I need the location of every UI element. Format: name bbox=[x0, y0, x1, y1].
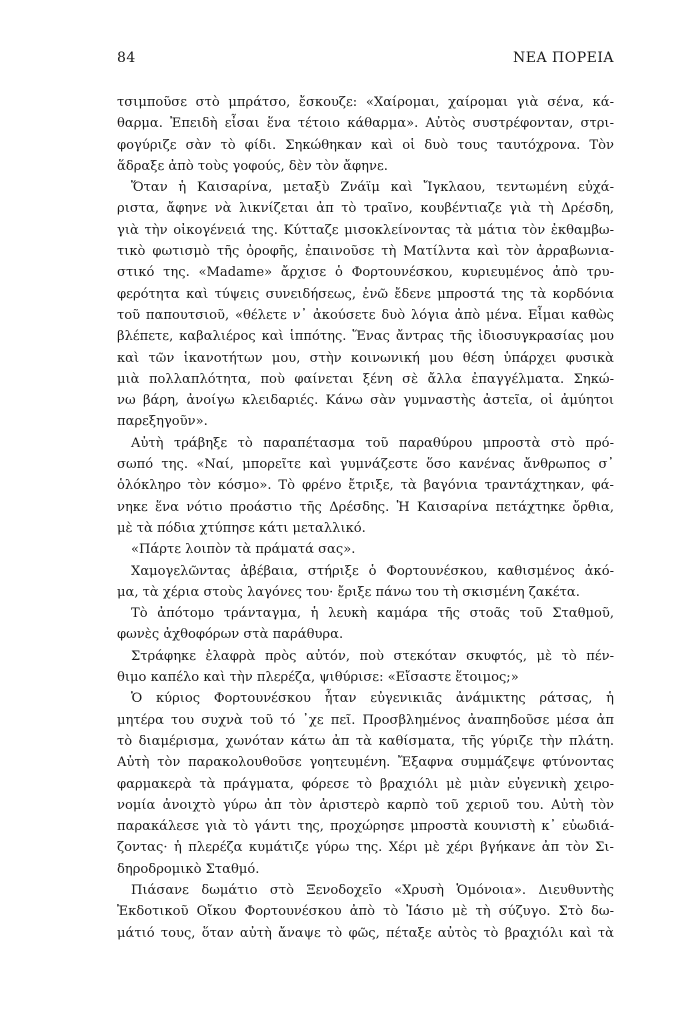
text-line: φαρμακερὰ τὰ πράγματα, φόρεσε τὸ βραχιόλι μὲ μιὰν εὐγενικὴ χειρο- bbox=[117, 776, 614, 792]
text-line: μὲ τὰ πόδια χτύπησε κάτι μεταλλικό. bbox=[117, 520, 366, 536]
text-line: ζοντας· ἡ πλερέζα κυμάτιζε γύρω της. Χέρι μὲ χέρι βγήκανε ἀπ τὸν Σι- bbox=[117, 840, 614, 856]
text-line: σωπό της. «Ναί, μπορεῖτε καὶ γυμνάζεστε ὅσο κανένας ἄνθρωπος σ᾽ bbox=[117, 457, 614, 473]
text-line: θιμο καπέλο καὶ τὴν πλερέζα, ψιθύρισε: «Εἴσαστε ἕτοιμος;» bbox=[117, 670, 519, 686]
body-text bbox=[117, 92, 614, 944]
text-line: μητέρα του συχνὰ τοῦ τό ᾽χε πεῖ. Προσβλημένος ἀναπηδοῦσε μέσα ἀπ bbox=[117, 712, 614, 728]
text-line: γιὰ τὴν οἰκογένειά της. Κύτταζε μισοκλείνοντας τὰ μάτια τὸν ἐκθαμβω- bbox=[117, 222, 614, 238]
text-line: Χαμογελῶντας ἀβέβαια, στήριξε ὁ Φορτουνέσκου, καθισμένος ἀκό- bbox=[131, 563, 614, 579]
text-line: νω βάρη, ἀνοίγω κλειδαριές. Κάνω σὰν γυμναστὴς ἀστεῖα, οἱ ἀμύητοι bbox=[117, 393, 614, 409]
text-line: Πιάσανε δωμάτιο στὸ Ξενοδοχεῖο «Χρυσὴ Ὁμόνοια». Διευθυντὴς bbox=[131, 882, 614, 898]
text-line: καὶ τῶν ἱκανοτήτων μου, στὴν κοινωνική μου θέση ὑπάρχει φυσικὰ bbox=[117, 350, 614, 366]
text-line: ριστα, ἄφηνε νὰ λικνίζεται ἀπ τὸ τραῖνο, κουβέντιαζε γιὰ τὴ Δρέσδη, bbox=[117, 201, 614, 217]
text-line: τοῦ παπουτσιοῦ, «θέλετε ν᾽ ἀκούσετε δυὸ λόγια ἀπὸ μένα. Εἶμαι καθὼς bbox=[117, 307, 614, 323]
text-line: «Πάρτε λοιπὸν τὰ πράματά σας». bbox=[131, 542, 356, 558]
page-header bbox=[117, 50, 614, 70]
text-line: παρεξηγοῦν». bbox=[117, 414, 208, 430]
text-line: τικὸ φωτισμὸ τῆς ὀροφῆς, ἐπαινοῦσε τὴ Ματίλντα καὶ τὸν ἀρραβωνια- bbox=[117, 244, 614, 260]
text-line: φωνὲς ἀχθοφόρων στὰ παράθυρα. bbox=[117, 627, 344, 643]
text-line: νομία ἀνοιχτὸ γύρω ἀπ τὸν ἀριστερὸ καρπὸ τοῦ χεριοῦ του. Αὐτὴ τὸν bbox=[117, 797, 614, 813]
text-line: νηκε ἕνα νότιο προάστιο τῆς Δρέσδης. Ἡ Καισαρίνα πετάχτηκε ὄρθια, bbox=[117, 499, 614, 515]
text-line: τσιμποῦσε στὸ μπράτσο, ἔσκουζε: «Χαίρομαι, χαίρομαι γιὰ σένα, κά- bbox=[117, 95, 614, 110]
text-line: Ἐκδοτικοῦ Οἴκου Φορτουνέσκου ἀπὸ τὸ Ἰάσιο μὲ τὴ σύζυγο. Στὸ δω- bbox=[117, 904, 614, 920]
text-line: δηροδρομικὸ Σταθμό. bbox=[117, 861, 260, 877]
text-line: στικό της. «Madame» ἄρχισε ὁ Φορτουνέσκου, κυριευμένος ἀπὸ τρυ- bbox=[117, 265, 614, 281]
running-head: ΝΕΑ ΠΟΡΕΙΑ bbox=[513, 50, 614, 66]
page-number: 84 bbox=[117, 50, 136, 66]
text-line: ἅδραξε ἀπὸ τοὺς γοφούς, δὲν τὸν ἄφηνε. bbox=[117, 158, 388, 174]
text-line: παρακάλεσε γιὰ τὸ γάντι της, προχώρησε μπροστὰ κουνιστὴ κ᾽ εὐωδιά- bbox=[117, 819, 614, 835]
text-line: ὁλόκληρο τὸν κόσμο». Τὸ φρένο ἔτριξε, τὰ βαγόνια τραντάχτηκαν, φά- bbox=[117, 478, 614, 494]
text-line: Ὅταν ἡ Καισαρίνα, μεταξὺ Ζνάϊμ καὶ Ἴγκλαου, τεντωμένη εὐχά- bbox=[131, 180, 614, 196]
text-line: μιὰ πολλαπλότητα, ποὺ φαίνεται ξένη σὲ ἄλλα ἐπαγγέλματα. Σηκώ- bbox=[117, 371, 614, 387]
text-line: μάτιό τους, ὅταν αὐτὴ ἄναψε τὸ φῶς, πέταξε αὐτὸς τὸ βραχιόλι καὶ τὰ bbox=[117, 925, 614, 941]
text-line: φογύριζε σὰν τὸ φίδι. Σηκώθηκαν καὶ οἱ δυὸ τους ταυτόχρονα. Τὸν bbox=[117, 137, 614, 153]
text-line: Αὐτὴ τὸν παρακολουθοῦσε γοητευμένη. Ἔξαφνα συμμάζεψε φτύνοντας bbox=[117, 755, 614, 771]
text-line: Τὸ ἀπότομο τράνταγμα, ἡ λευκὴ καμάρα τῆς στοᾶς τοῦ Σταθμοῦ, bbox=[131, 606, 614, 622]
text-line: Ὁ κύριος Φορτουνέσκου ἦταν εὐγενικιᾶς ἀνάμικτης ράτσας, ἡ bbox=[131, 691, 614, 707]
text-line: θαρμα. Ἐπειδὴ εἶσαι ἕνα τέτοιο κάθαρμα». Αὐτὸς συστρέφονταν, στρι- bbox=[117, 116, 614, 132]
text-line: μα, τὰ χέρια στοὺς λαγόνες του· ἔριξε πάνω του τὴ σκισμένη ζακέτα. bbox=[117, 584, 580, 600]
text-line: τὸ διαμέρισμα, χωνόταν κάτω ἀπ τὰ καθίσματα, τῆς γύριζε τὴν πλάτη. bbox=[117, 733, 614, 749]
text-line: φερότητα καὶ τύψεις συνειδήσεως, ἐνῶ ἔδενε μπροστά της τὰ κορδόνια bbox=[117, 286, 614, 302]
text-line: Αὐτὴ τράβηξε τὸ παραπέτασμα τοῦ παραθύρου μπροστὰ στὸ πρό- bbox=[131, 435, 614, 451]
text-line: Στράφηκε ἐλαφρὰ πρὸς αὐτόν, ποὺ στεκόταν σκυφτός, μὲ τὸ πέν- bbox=[131, 648, 614, 664]
text-line: βλέπετε, καβαλιέρος καὶ ἱππότης. Ἕνας ἄντρας τῆς ἰδιοσυγκρασίας μου bbox=[117, 329, 614, 345]
